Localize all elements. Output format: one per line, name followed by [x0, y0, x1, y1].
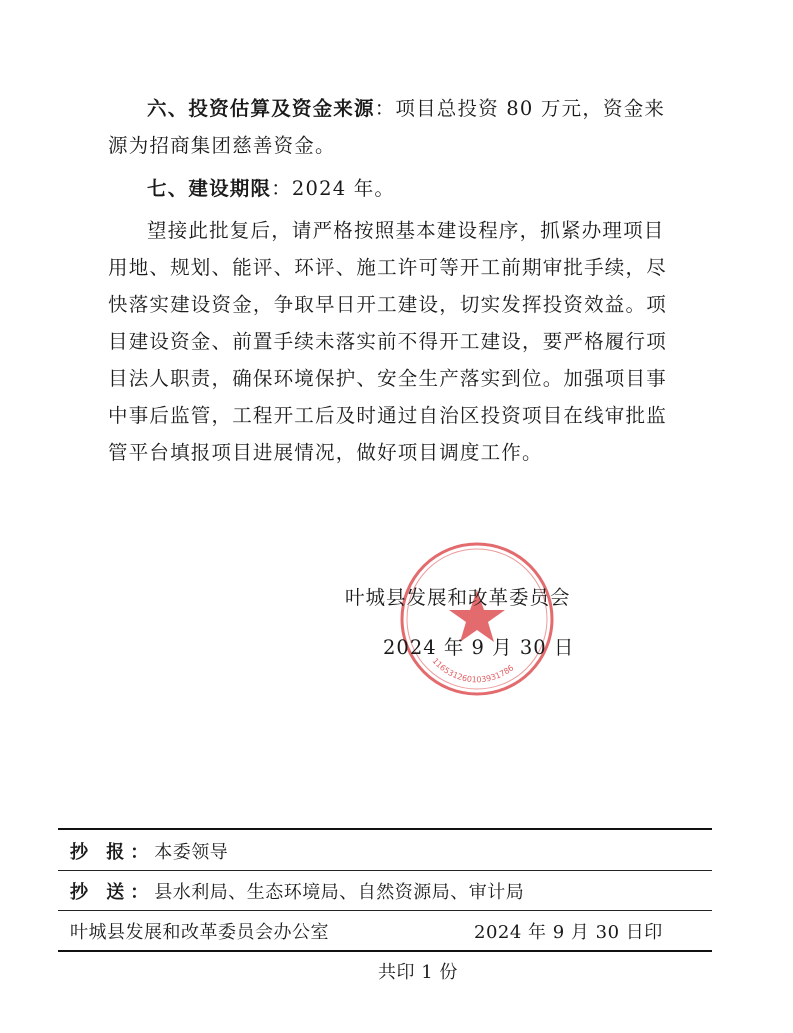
issuing-office: 叶城县发展和改革委员会办公室 [70, 922, 329, 943]
section-six-heading: 六、投资估算及资金来源 [147, 97, 375, 120]
seal-code: 116531260103931786 [430, 656, 516, 685]
footer-rule-bottom [58, 950, 712, 952]
footer-rule-lower [58, 910, 712, 911]
signature-org: 叶城县发展和改革委员会 [345, 586, 571, 609]
cc-send-row [70, 878, 524, 904]
official-seal [398, 540, 556, 698]
copies-count: 共印 1 份 [378, 962, 458, 983]
cc-send-label: 抄 送： [70, 882, 155, 903]
section-seven-body: ：2024 年。 [271, 177, 396, 200]
cc-report-label: 抄 报： [70, 842, 155, 863]
section-six-body: ：项目总投资 80 万元，资金来源为招商集团慈善资金。 [108, 97, 666, 157]
closing-paragraph: 望接此批复后，请严格按照基本建设程序，抓紧办理项目用地、规划、能评、环评、施工许可等开工前期审批手续，尽快落实建设资金，争取早日开工建设，切实发挥投资效益。项目建设资金、前置手续未落实前不得开工建设，要严格履行项目法人职责，确保环境保护、安全生产落实到位。加强项目事中事后监管，工程开工后及时通过自治区投资项目在线审批监管平台填报项目进展情况，做好项目调度工作。 [108, 219, 667, 464]
section-seven-heading: 七、建设期限 [147, 177, 272, 200]
cc-report-value: 本委领导 [154, 842, 229, 863]
footer-rule-top [58, 828, 712, 830]
signature-date: 2024 年 9 月 30 日 [383, 636, 575, 659]
section-six [108, 90, 668, 164]
print-date: 2024 年 9 月 30 日印 [474, 922, 663, 943]
footer-rule-mid [58, 870, 712, 871]
cc-report-row [70, 838, 228, 864]
cc-send-value: 县水利局、生态环境局、自然资源局、审计局 [154, 882, 525, 903]
section-seven [108, 170, 668, 207]
